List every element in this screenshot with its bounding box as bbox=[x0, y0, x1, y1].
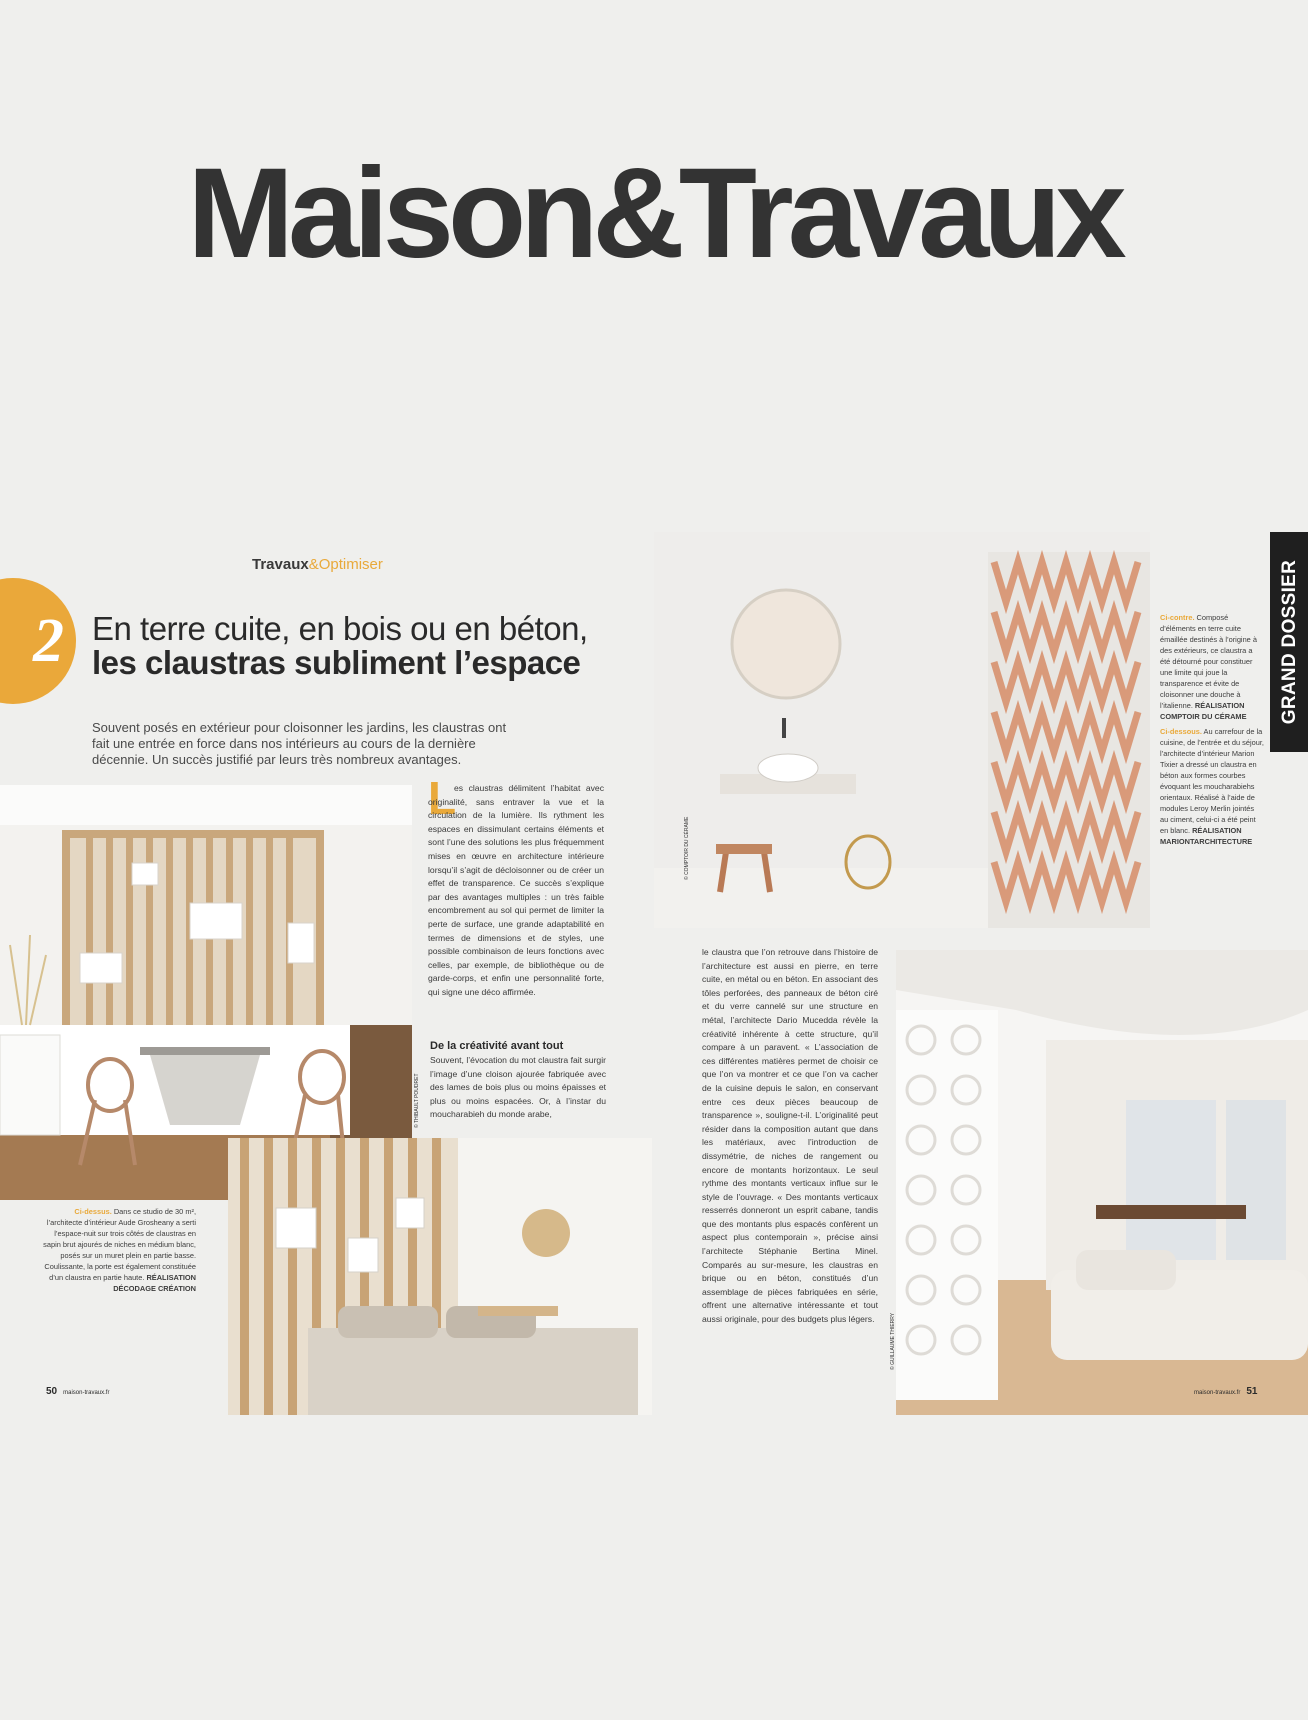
caption-credit: RÉALISATION COMPTOIR DU CÉRAME bbox=[1160, 701, 1247, 721]
caption-credit: RÉALISATION MARIONTARCHITECTURE bbox=[1160, 826, 1253, 846]
photo-credit-studio: © THIBAULT POUDRET bbox=[414, 1073, 420, 1128]
grand-dossier-label: GRAND DOSSIER bbox=[1279, 559, 1300, 725]
caption-text: Au carrefour de la cuisine, de l’entrée et du séjour, l’architecte d’intérieur Marion Tixier a dressé un claustra en béton aux formes courbes évoquant les moucharabiehs orientaux. Réalisé à l’aide de modules Leroy Merlin jointés au ciment, celui-ci a été peint en blanc. bbox=[1160, 727, 1264, 835]
chapter-number-badge bbox=[0, 578, 76, 704]
grand-dossier-tab bbox=[1270, 532, 1308, 752]
body-subheading: De la créativité avant tout bbox=[430, 1040, 564, 1052]
page-number-right: 51 bbox=[1246, 1386, 1258, 1397]
caption-text: Dans ce studio de 30 m², l’architecte d’intérieur Aude Grosheany a serti l’espace-nuit sur trois côtés de claustras en sapin brut ajourés de niches en médium blanc, posés sur un muret plein en partie basse. Coulissante, la porte est également constituée d’un claustra en partie haute. bbox=[43, 1207, 196, 1282]
caption-credit: RÉALISATION DÉCODAGE CRÉATION bbox=[113, 1273, 196, 1293]
chapter-number: 2 bbox=[33, 606, 64, 675]
headline-bold: les claustras subliment l’espace bbox=[92, 644, 581, 681]
site-url-left: maison-travaux.fr bbox=[63, 1390, 110, 1396]
caption-studio bbox=[40, 1206, 196, 1294]
body-text-intro bbox=[428, 772, 604, 1000]
headline-light: En terre cuite, en bois ou en béton, bbox=[92, 610, 588, 647]
article-headline bbox=[92, 612, 612, 680]
article-standfirst: Souvent posés en extérieur pour cloisonner les jardins, les claustras ont fait une entrée en force dans nos intérieurs au cours de la dernière décennie. Un succès justifié par leurs très nombreux avantages. bbox=[92, 720, 507, 767]
caption-text: Composé d’éléments en terre cuite émaillée destinés à l’origine à des extérieurs, ce claustra a été détourné pour constituer une limite qui joue la transparence et évite de cloisonner une douche à l’italienne. bbox=[1160, 613, 1257, 710]
section-label-accent: &Optimiser bbox=[308, 556, 383, 573]
section-label-main: Travaux bbox=[252, 556, 309, 573]
photo-credit-living-room: © GUILLAUME THIERRY bbox=[890, 1312, 896, 1370]
caption-lead: Ci-dessus. bbox=[74, 1207, 112, 1216]
section-label bbox=[252, 556, 383, 573]
drop-cap: L bbox=[428, 772, 457, 824]
site-url-right: maison-travaux.fr bbox=[1194, 1390, 1241, 1396]
photo-living-room-claustra bbox=[896, 950, 1308, 1415]
page-number-left: 50 bbox=[46, 1386, 58, 1397]
photo-bathroom-terracotta-claustra bbox=[654, 532, 1150, 928]
body-paragraph-3: le claustra que l’on retrouve dans l’histoire de l’architecture est aussi en pierre, en terre cuite, en métal ou en béton. En associant des tôles perforées, des panneaux de béton ciré et du verre cannelé sur une structure en métal, l’architecte Dario Mucedda révèle la créativité inhérente à cette structure, qu’il compare à un paravent. « L’association de ces différentes matières permet de choisir ce que l’on va montrer et ce que l’on va cacher de la cuisine depuis le salon, en conservant entre ces deux pièces beaucoup de transparence », souligne-t-il. L’originalité peut résider dans la composition autant que dans les matériaux, avec l’introduction de dissymétrie, de niches de rangement ou encore de montants horizontaux. Le seul rythme des montants verticaux influe sur le style de l’ouvrage. « Des montants verticaux resserrés donneront un esprit cabane, tandis que des montants plus espacés confèrent un aspect plus contemporain », précise ainsi l’architecte Stéphanie Bertina Minel. Comparés au sur-mesure, les claustras en brique ou en béton, constitués d’un assemblage de pièces fabriquées en série, offrent une alternative intéressante et tout aussi originale, pour des budgets plus légers. bbox=[702, 947, 878, 1325]
caption-bathroom bbox=[1160, 612, 1264, 722]
magazine-masthead: Maison&Travaux bbox=[187, 142, 1121, 285]
caption-living-room bbox=[1160, 726, 1264, 847]
photo-credit-bathroom: © COMPTOIR DU CÉRAME bbox=[684, 816, 690, 880]
caption-lead: Ci-dessous. bbox=[1160, 727, 1202, 736]
caption-lead: Ci-contre. bbox=[1160, 613, 1195, 622]
folio-left bbox=[46, 1386, 109, 1397]
body-paragraph-1: es claustras délimitent l’habitat avec originalité, sans entraver la vue et la circulation de la lumière. Ils rythment les espaces en dissimulant certains éléments et sont l’une des solutions les plus fréquemment mises en œuvre en architecture intérieure lorsqu’il s’agit de décloisonner ou de créer un effet de transparence. Ce succès s’explique par des avantages multiples : un très faible encombrement au sol qui permet de limiter la perte de surface, une grande adaptabilité en termes de dimensions et de styles, une possible combinaison de leurs fonctions avec celles, par exemple, de bibliothèque ou de garde-corps, et enfin une personnalité forte, qui signe une déco affirmée. bbox=[428, 783, 604, 997]
folio-right bbox=[1194, 1386, 1257, 1397]
photo-bedroom-claustra bbox=[228, 1138, 652, 1415]
body-paragraph-2: Souvent, l’évocation du mot claustra fait surgir l’image d’une cloison ajourée fabriquée avec des lames de bois plus ou moins épaisses et plus ou moins espacées. Or, à l’instar du moucharabieh du monde arabe, bbox=[430, 1055, 606, 1120]
